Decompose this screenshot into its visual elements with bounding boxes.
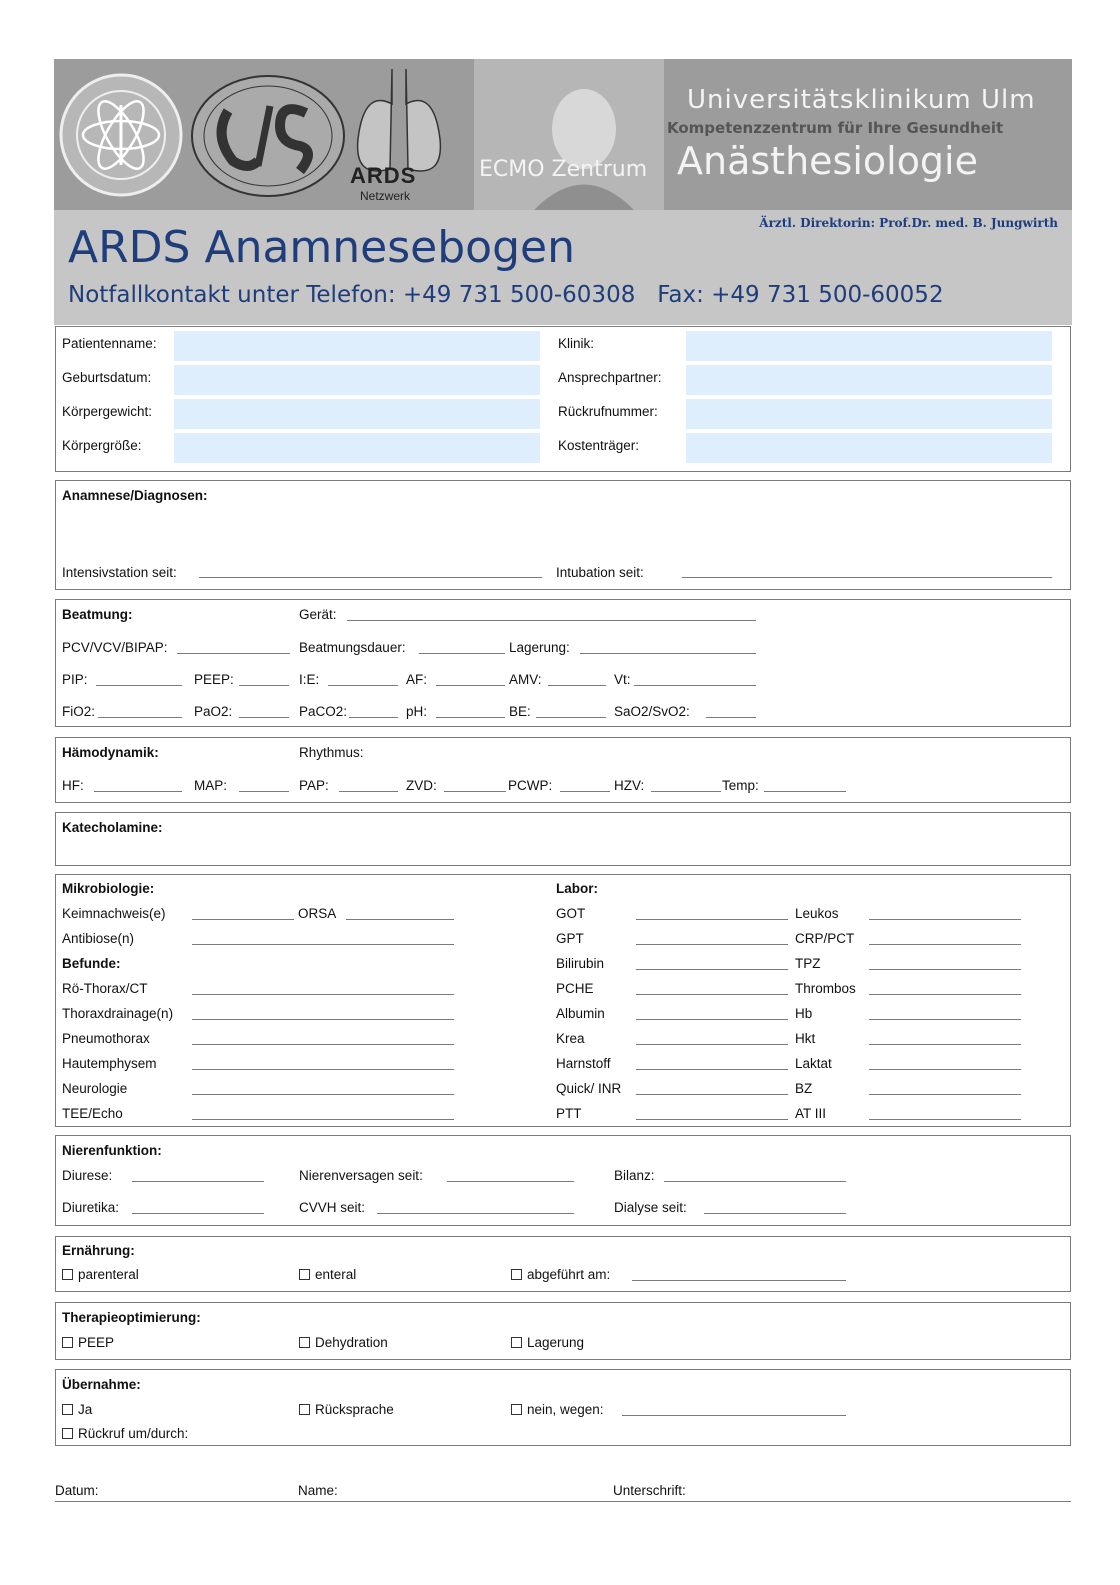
clinic-field[interactable] <box>686 331 1052 361</box>
hzv-label: HZV: <box>614 778 645 793</box>
orsa-line[interactable] <box>346 919 454 920</box>
director-line: Ärztl. Direktorin: Prof.Dr. med. B. Jungwirth <box>759 216 1058 230</box>
lab-label: AT III <box>795 1106 827 1121</box>
lab-label: Albumin <box>556 1006 605 1021</box>
finding-line[interactable] <box>192 1094 454 1095</box>
no-label: nein, wegen: <box>527 1402 604 1417</box>
parenteral-option[interactable] <box>62 1267 139 1282</box>
hemodynamics-section <box>55 737 1071 803</box>
department-name: Anästhesiologie <box>677 139 978 183</box>
dehydration-option[interactable] <box>299 1335 388 1350</box>
diuresis-label: Diurese: <box>62 1168 113 1183</box>
lab-label: PTT <box>556 1106 582 1121</box>
yes-label: Ja <box>78 1402 93 1417</box>
zvd-label: ZVD: <box>406 778 437 793</box>
checkbox-icon[interactable] <box>511 1337 522 1348</box>
lab-line[interactable] <box>869 944 1021 945</box>
lab-line[interactable] <box>636 1044 788 1045</box>
lab-line[interactable] <box>869 1019 1021 1020</box>
laxative-label: abgeführt am: <box>527 1267 611 1282</box>
ph-label: pH: <box>406 704 428 719</box>
insurer-label: Kostenträger: <box>558 438 640 453</box>
finding-line[interactable] <box>192 994 454 995</box>
intubation-since-label: Intubation seit: <box>556 565 644 580</box>
nutrition-title: Ernährung: <box>62 1243 135 1258</box>
be-line[interactable] <box>536 717 606 718</box>
amv-line[interactable] <box>548 685 606 686</box>
catecholamines-section <box>55 812 1071 866</box>
weight-field[interactable] <box>174 399 540 429</box>
zvd-line[interactable] <box>444 791 506 792</box>
lab-line[interactable] <box>869 994 1021 995</box>
finding-label: TEE/Echo <box>62 1106 123 1121</box>
finding-line[interactable] <box>192 1119 454 1120</box>
checkbox-icon[interactable] <box>299 1337 310 1348</box>
checkbox-icon[interactable] <box>511 1269 522 1280</box>
finding-label: Rö-Thorax/CT <box>62 981 148 996</box>
af-line[interactable] <box>436 685 505 686</box>
lab-line[interactable] <box>869 919 1021 920</box>
no-option[interactable] <box>511 1402 604 1417</box>
peep-label: PEEP: <box>194 672 234 687</box>
vt-label: Vt: <box>614 672 631 687</box>
lab-label: TPZ <box>795 956 821 971</box>
nutrition-section <box>55 1236 1071 1292</box>
lab-line[interactable] <box>636 1019 788 1020</box>
callback-number-label: Rückrufnummer: <box>558 404 658 419</box>
ventilation-section <box>55 599 1071 727</box>
lab-line[interactable] <box>636 994 788 995</box>
header-banner <box>54 59 1072 210</box>
device-line[interactable] <box>347 620 756 621</box>
lab-label: CRP/PCT <box>795 931 855 946</box>
positioning-label: Lagerung: <box>509 640 570 655</box>
amv-label: AMV: <box>509 672 542 687</box>
clinic-label: Klinik: <box>558 336 595 351</box>
renal-failure-label: Nierenversagen seit: <box>299 1168 423 1183</box>
finding-line[interactable] <box>192 1069 454 1070</box>
anamnese-section <box>55 480 1071 590</box>
pathogen-label: Keimnachweis(e) <box>62 906 166 921</box>
lab-label: Hkt <box>795 1031 816 1046</box>
ards-logo-subtext: Netzwerk <box>360 189 411 203</box>
lab-label: PCHE <box>556 981 594 996</box>
diuretics-label: Diuretika: <box>62 1200 120 1215</box>
device-label: Gerät: <box>299 607 337 622</box>
checkbox-icon[interactable] <box>62 1404 73 1415</box>
mode-line[interactable] <box>177 653 290 654</box>
therapy-section <box>55 1302 1071 1360</box>
checkbox-icon[interactable] <box>299 1404 310 1415</box>
icu-since-line[interactable] <box>199 577 542 578</box>
pcwp-line[interactable] <box>560 791 610 792</box>
paco2-line[interactable] <box>349 717 398 718</box>
laxative-option[interactable] <box>511 1267 610 1282</box>
callback-option[interactable] <box>62 1426 188 1441</box>
staff-photo <box>474 59 664 210</box>
enteral-label: enteral <box>315 1267 357 1282</box>
map-line[interactable] <box>239 791 289 792</box>
diuresis-line[interactable] <box>132 1181 264 1182</box>
map-label: MAP: <box>194 778 228 793</box>
duration-label: Beatmungsdauer: <box>299 640 406 655</box>
catecholamines-title: Katecholamine: <box>62 820 163 835</box>
lab-title: Labor: <box>556 881 598 896</box>
temp-line[interactable] <box>764 791 846 792</box>
height-label: Körpergröße: <box>62 438 142 453</box>
sao2-line[interactable] <box>706 717 756 718</box>
lab-label: GOT <box>556 906 586 921</box>
birthdate-field[interactable] <box>174 365 540 395</box>
signature-line[interactable] <box>55 1501 1071 1502</box>
patient-section <box>55 326 1071 472</box>
rhythm-label: Rhythmus: <box>299 745 364 760</box>
anamnese-title: Anamnese/Diagnosen: <box>62 488 208 503</box>
finding-label: Thoraxdrainage(n) <box>62 1006 174 1021</box>
balance-line[interactable] <box>664 1181 846 1182</box>
positioning-option[interactable] <box>511 1335 584 1350</box>
lab-label: Hb <box>795 1006 813 1021</box>
microbiology-title: Mikrobiologie: <box>62 881 155 896</box>
lab-line[interactable] <box>869 1119 1021 1120</box>
hr-line[interactable] <box>94 791 182 792</box>
signature-label: Unterschrift: <box>613 1483 686 1498</box>
pao2-label: PaO2: <box>194 704 233 719</box>
enteral-option[interactable] <box>299 1267 356 1282</box>
ecmo-label: ECMO Zentrum <box>479 157 648 182</box>
ie-line[interactable] <box>328 685 398 686</box>
balance-label: Bilanz: <box>614 1168 655 1183</box>
orsa-label: ORSA <box>298 906 337 921</box>
patient-name-field[interactable] <box>174 331 540 361</box>
ventilation-title: Beatmung: <box>62 607 133 622</box>
lab-label: BZ <box>795 1081 813 1096</box>
dialysis-label: Dialyse seit: <box>614 1200 687 1215</box>
diuretics-line[interactable] <box>132 1213 264 1214</box>
icu-since-label: Intensivstation seit: <box>62 565 177 580</box>
duration-line[interactable] <box>419 653 505 654</box>
lab-label: Harnstoff <box>556 1056 611 1071</box>
lab-line[interactable] <box>636 944 788 945</box>
ie-label: I:E: <box>299 672 320 687</box>
cvvh-line[interactable] <box>377 1213 574 1214</box>
yes-option[interactable] <box>62 1402 92 1417</box>
checkbox-icon[interactable] <box>62 1428 73 1439</box>
lab-label: Thrombos <box>795 981 856 996</box>
callback-label: Rückruf um/durch: <box>78 1426 189 1441</box>
takeover-section <box>55 1369 1071 1446</box>
antibiotics-line[interactable] <box>192 944 454 945</box>
temp-label: Temp: <box>722 778 759 793</box>
callback-number-field[interactable] <box>686 399 1052 429</box>
renal-failure-line[interactable] <box>447 1181 574 1182</box>
pap-line[interactable] <box>339 791 398 792</box>
birthdate-label: Geburtsdatum: <box>62 370 152 385</box>
dialysis-line[interactable] <box>704 1213 846 1214</box>
finding-line[interactable] <box>192 1019 454 1020</box>
lab-line[interactable] <box>636 1094 788 1095</box>
microbiology-lab-section <box>55 874 1071 1127</box>
emergency-contact: Notfallkontakt unter Telefon: +49 731 500-60308 Fax: +49 731 500-60052 <box>68 282 944 308</box>
tagline: Kompetenzzentrum für Ihre Gesundheit <box>667 119 1004 137</box>
hr-label: HF: <box>62 778 84 793</box>
lab-line[interactable] <box>869 1069 1021 1070</box>
peep-option-label: PEEP <box>78 1335 115 1350</box>
date-label: Datum: <box>55 1483 99 1498</box>
checkbox-icon[interactable] <box>299 1269 310 1280</box>
lab-line[interactable] <box>869 1044 1021 1045</box>
lab-label: Bilirubin <box>556 956 605 971</box>
weight-label: Körpergewicht: <box>62 404 153 419</box>
finding-label: Neurologie <box>62 1081 128 1096</box>
insurer-field[interactable] <box>686 433 1052 463</box>
pip-label: PIP: <box>62 672 88 687</box>
pathogen-line[interactable] <box>192 919 294 920</box>
af-label: AF: <box>406 672 428 687</box>
finding-label: Pneumothorax <box>62 1031 150 1046</box>
university-name: Universitätsklinikum Ulm <box>687 85 1036 115</box>
lab-line[interactable] <box>636 1069 788 1070</box>
lab-line[interactable] <box>869 969 1021 970</box>
fio2-line[interactable] <box>98 717 182 718</box>
parenteral-label: parenteral <box>78 1267 139 1282</box>
antibiotics-label: Antibiose(n) <box>62 931 135 946</box>
consultation-label: Rücksprache <box>315 1402 394 1417</box>
lab-label: GPT <box>556 931 584 946</box>
renal-section <box>55 1135 1071 1226</box>
pip-line[interactable] <box>96 685 182 686</box>
ph-line[interactable] <box>436 717 505 718</box>
vt-line[interactable] <box>634 685 756 686</box>
renal-title: Nierenfunktion: <box>62 1143 162 1158</box>
laxative-date-line[interactable] <box>632 1280 846 1281</box>
mode-label: PCV/VCV/BIPAP: <box>62 640 168 655</box>
title-bar <box>54 210 1072 325</box>
fio2-label: FiO2: <box>62 704 96 719</box>
consultation-option[interactable] <box>299 1402 394 1417</box>
checkbox-icon[interactable] <box>62 1337 73 1348</box>
hzv-line[interactable] <box>651 791 721 792</box>
dehydration-label: Dehydration <box>315 1335 388 1350</box>
positioning-option-label: Lagerung <box>527 1335 585 1350</box>
contact-person-field[interactable] <box>686 365 1052 395</box>
lab-label: Krea <box>556 1031 585 1046</box>
university-seal-logo <box>58 65 188 205</box>
findings-title: Befunde: <box>62 956 121 971</box>
lab-line[interactable] <box>636 969 788 970</box>
positioning-line[interactable] <box>580 653 756 654</box>
intubation-since-line[interactable] <box>682 577 1052 578</box>
ards-logo-text: ARDS <box>350 163 417 188</box>
pap-label: PAP: <box>299 778 329 793</box>
peep-option[interactable] <box>62 1335 114 1350</box>
finding-line[interactable] <box>192 1044 454 1045</box>
peep-line[interactable] <box>239 685 289 686</box>
lab-line[interactable] <box>636 919 788 920</box>
takeover-title: Übernahme: <box>62 1377 141 1392</box>
paco2-label: PaCO2: <box>299 704 348 719</box>
patient-name-label: Patientenname: <box>62 336 157 351</box>
page-title: ARDS Anamnesebogen <box>68 222 575 273</box>
therapy-title: Therapieoptimierung: <box>62 1310 201 1325</box>
name-label: Name: <box>298 1483 338 1498</box>
checkbox-icon[interactable] <box>511 1404 522 1415</box>
lab-label: Leukos <box>795 906 839 921</box>
finding-label: Hautemphysem <box>62 1056 157 1071</box>
contact-person-label: Ansprechpartner: <box>558 370 662 385</box>
pao2-line[interactable] <box>239 717 289 718</box>
lab-line[interactable] <box>869 1094 1021 1095</box>
cvvh-label: CVVH seit: <box>299 1200 366 1215</box>
pcwp-label: PCWP: <box>508 778 553 793</box>
be-label: BE: <box>509 704 531 719</box>
lab-label: Laktat <box>795 1056 832 1071</box>
lab-line[interactable] <box>636 1119 788 1120</box>
no-reason-line[interactable] <box>622 1415 846 1416</box>
lab-label: Quick/ INR <box>556 1081 622 1096</box>
elso-logo <box>188 71 348 201</box>
sao2-label: SaO2/SvO2: <box>614 704 690 719</box>
height-field[interactable] <box>174 433 540 463</box>
hemodynamics-title: Hämodynamik: <box>62 745 159 760</box>
checkbox-icon[interactable] <box>62 1269 73 1280</box>
